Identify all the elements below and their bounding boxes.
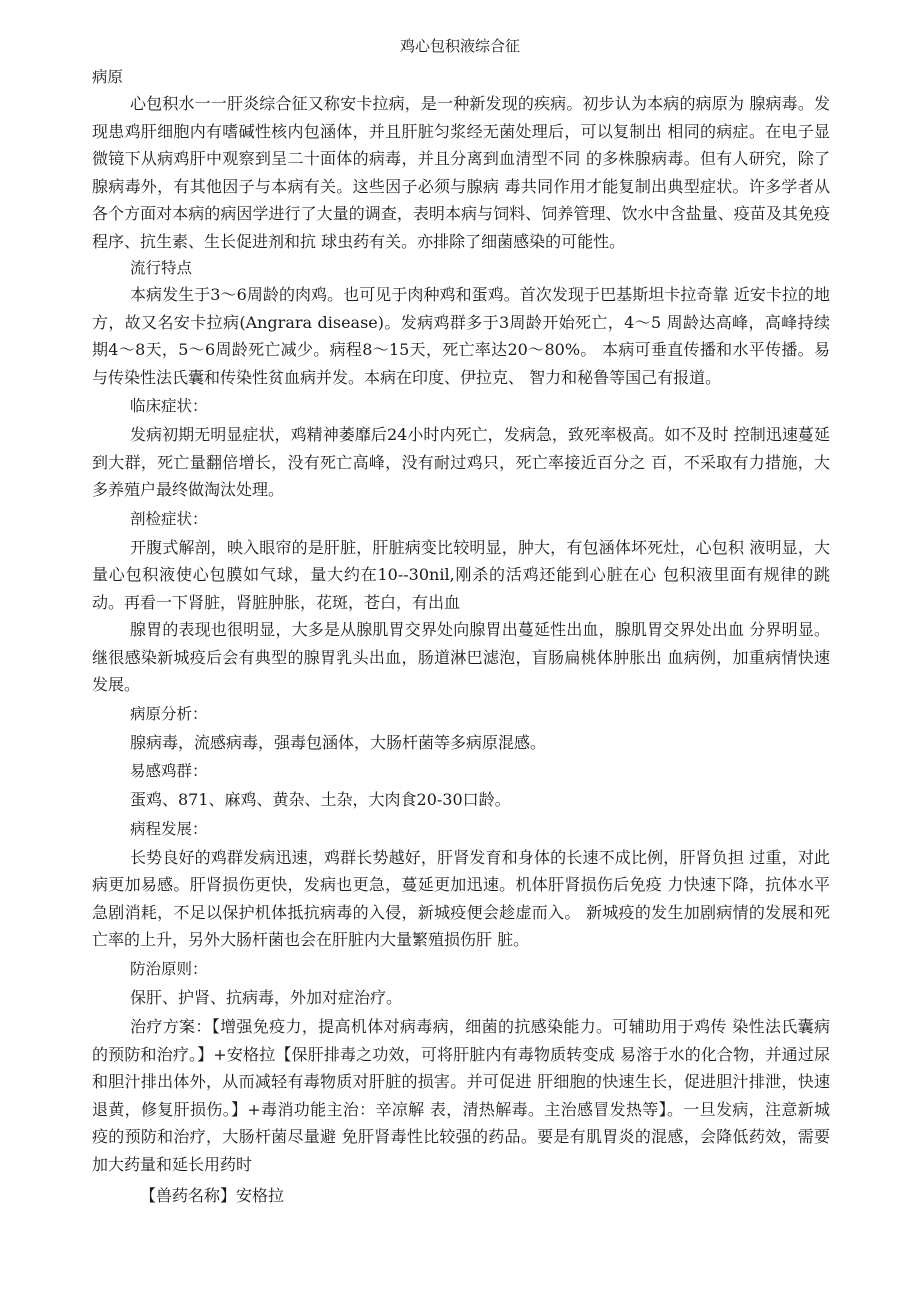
section-heading-clinical-symptoms: 临床症状： [130, 397, 208, 415]
drug-name-line: 【兽药名称】安格拉 [140, 1186, 285, 1205]
page-title: 鸡心包积液综合征 [399, 37, 520, 55]
section-heading-pathogen-analysis: 病原分析： [130, 704, 208, 723]
section-paragraph: 保肝、护肾、抗病毒，外加对症治疗。 [130, 987, 403, 1007]
section-paragraph: 长势良好的鸡群发病迅速，鸡群长势越好，肝肾发育和身体的长速不成比例，肝肾负担 过重，对此病更加易感。肝肾损伤更快，发病也更急，蔓延更加迅速。机体肝肾损伤后免疫 力快速下降，抗体水平急剧消耗，不足以保护机体抵抗病毒的入侵，新城疫便会趁虚而入。 新城疫的发生加剧病情的发展和死亡率的上升，另外大肠杆菌也会在肝脏内大量繁殖损伤肝 脏。 [92, 847, 830, 949]
document-body [92, 64, 830, 1210]
section-paragraph: 本病发生于3〜6周龄的肉鸡。也可见于肉种鸡和蛋鸡。首次发现于巴基斯坦卡拉奇靠 近安卡拉的地方，故又名安卡拉病(Angrara disease)。发病鸡群多于3周龄开始死亡，4〜5 周龄达高峰，高峰持续期4〜8天，5〜6周龄死亡减少。病程8〜15天，死亡率达20〜80%。 本病可垂直传播和水平传播。易与传染性法氏囊和传染性贫血病并发。本病在印度、伊拉克、 智力和秘鲁等国己有报道。 [92, 285, 830, 387]
section-heading-pathogen: 病原 [92, 68, 124, 86]
section-heading-susceptible-flocks: 易感鸡群： [130, 762, 208, 780]
section-paragraph: 开腹式解剖，映入眼帘的是肝脏，肝脏病变比较明显，肿大，有包涵体坏死灶，心包积 液明显，大量心包积液使心包膜如气球，量大约在10--30nil,刚杀的活鸡还能到心脏在心 包积液里面有规律的跳动。再看一下肾脏，肾脏肿胀，花斑，苍白，有出血 [92, 537, 830, 612]
section-heading-epidemiology: 流行特点 [130, 259, 193, 277]
section-heading-necropsy: 剖检症状： [130, 509, 208, 528]
section-heading-disease-progression: 病程发展： [130, 819, 208, 838]
section-paragraph: 心包积水一一肝炎综合征又称安卡拉病，是一种新发现的疾病。初步认为本病的病原为 腺病毒。发现患鸡肝细胞内有嗜碱性核内包涵体，并且肝脏匀浆经无菌处理后，可以复制出 相同的病症。在电子显微镜下从病鸡肝中观察到呈二十面体的病毒，并且分离到血清型不同 的多株腺病毒。但有人研究，除了腺病毒外，有其他因子与本病有关。这些因子必须与腺病 毒共同作用才能复制出典型症状。许多学者从各个方面对本病的病因学进行了大量的调查，表明本病与饲料、饲养管理、饮水中含盐量、疫苗及其免疫程序、抗生素、生长促进剂和抗 球虫药有关。亦排除了细菌感染的可能性。 [92, 94, 830, 251]
section-paragraph: 蛋鸡、871、麻鸡、黄杂、土杂，大肉食20-30口龄。 [130, 790, 511, 809]
section-paragraph: 发病初期无明显症状，鸡精神萎靡后24小时内死亡，发病急，致死率极高。如不及时 控制迅速蔓延到大群，死亡量翻倍增长，没有死亡高峰，没有耐过鸡只，死亡率接近百分之 百，不采取有力措施，大多养殖户最终做淘汰处理。 [92, 425, 830, 499]
section-paragraph: 腺胃的表现也很明显，大多是从腺肌胃交界处向腺胃出蔓延性出血，腺肌胃交界处出血 分界明显。继很感染新城疫后会有典型的腺胃乳头出血，肠道淋巴滤泡，盲肠扁桃体肿胀出 血病例，加重病情快速发展。 [92, 620, 830, 694]
section-heading-prevention-principles: 防治原则： [130, 959, 208, 978]
section-paragraph: 腺病毒，流感病毒，强毒包涵体，大肠杆菌等多病原混感。 [130, 732, 547, 752]
section-paragraph: 治疗方案：【增强免疫力，提高机体对病毒病，细菌的抗感染能力。可辅助用于鸡传 染性法氏囊病的预防和治疗。】+安格拉【保肝排毒之功效，可将肝脏内有毒物质转变成 易溶于水的化合物，并通过尿和胆汁排出体外，从而减轻有毒物质对肝脏的损害。并可促进 肝细胞的快速生长，促进胆汁排泄，快速退黄，修复肝损伤。】+毒消功能主治：辛凉解 表，清热解毒。主治感冒发热等】。一旦发病，注意新城疫的预防和治疗，大肠杆菌尽量避 免肝肾毒性比较强的药品。要是有肌胃炎的混感，会降低药效，需要加大药量和延长用药时 [92, 1017, 830, 1174]
